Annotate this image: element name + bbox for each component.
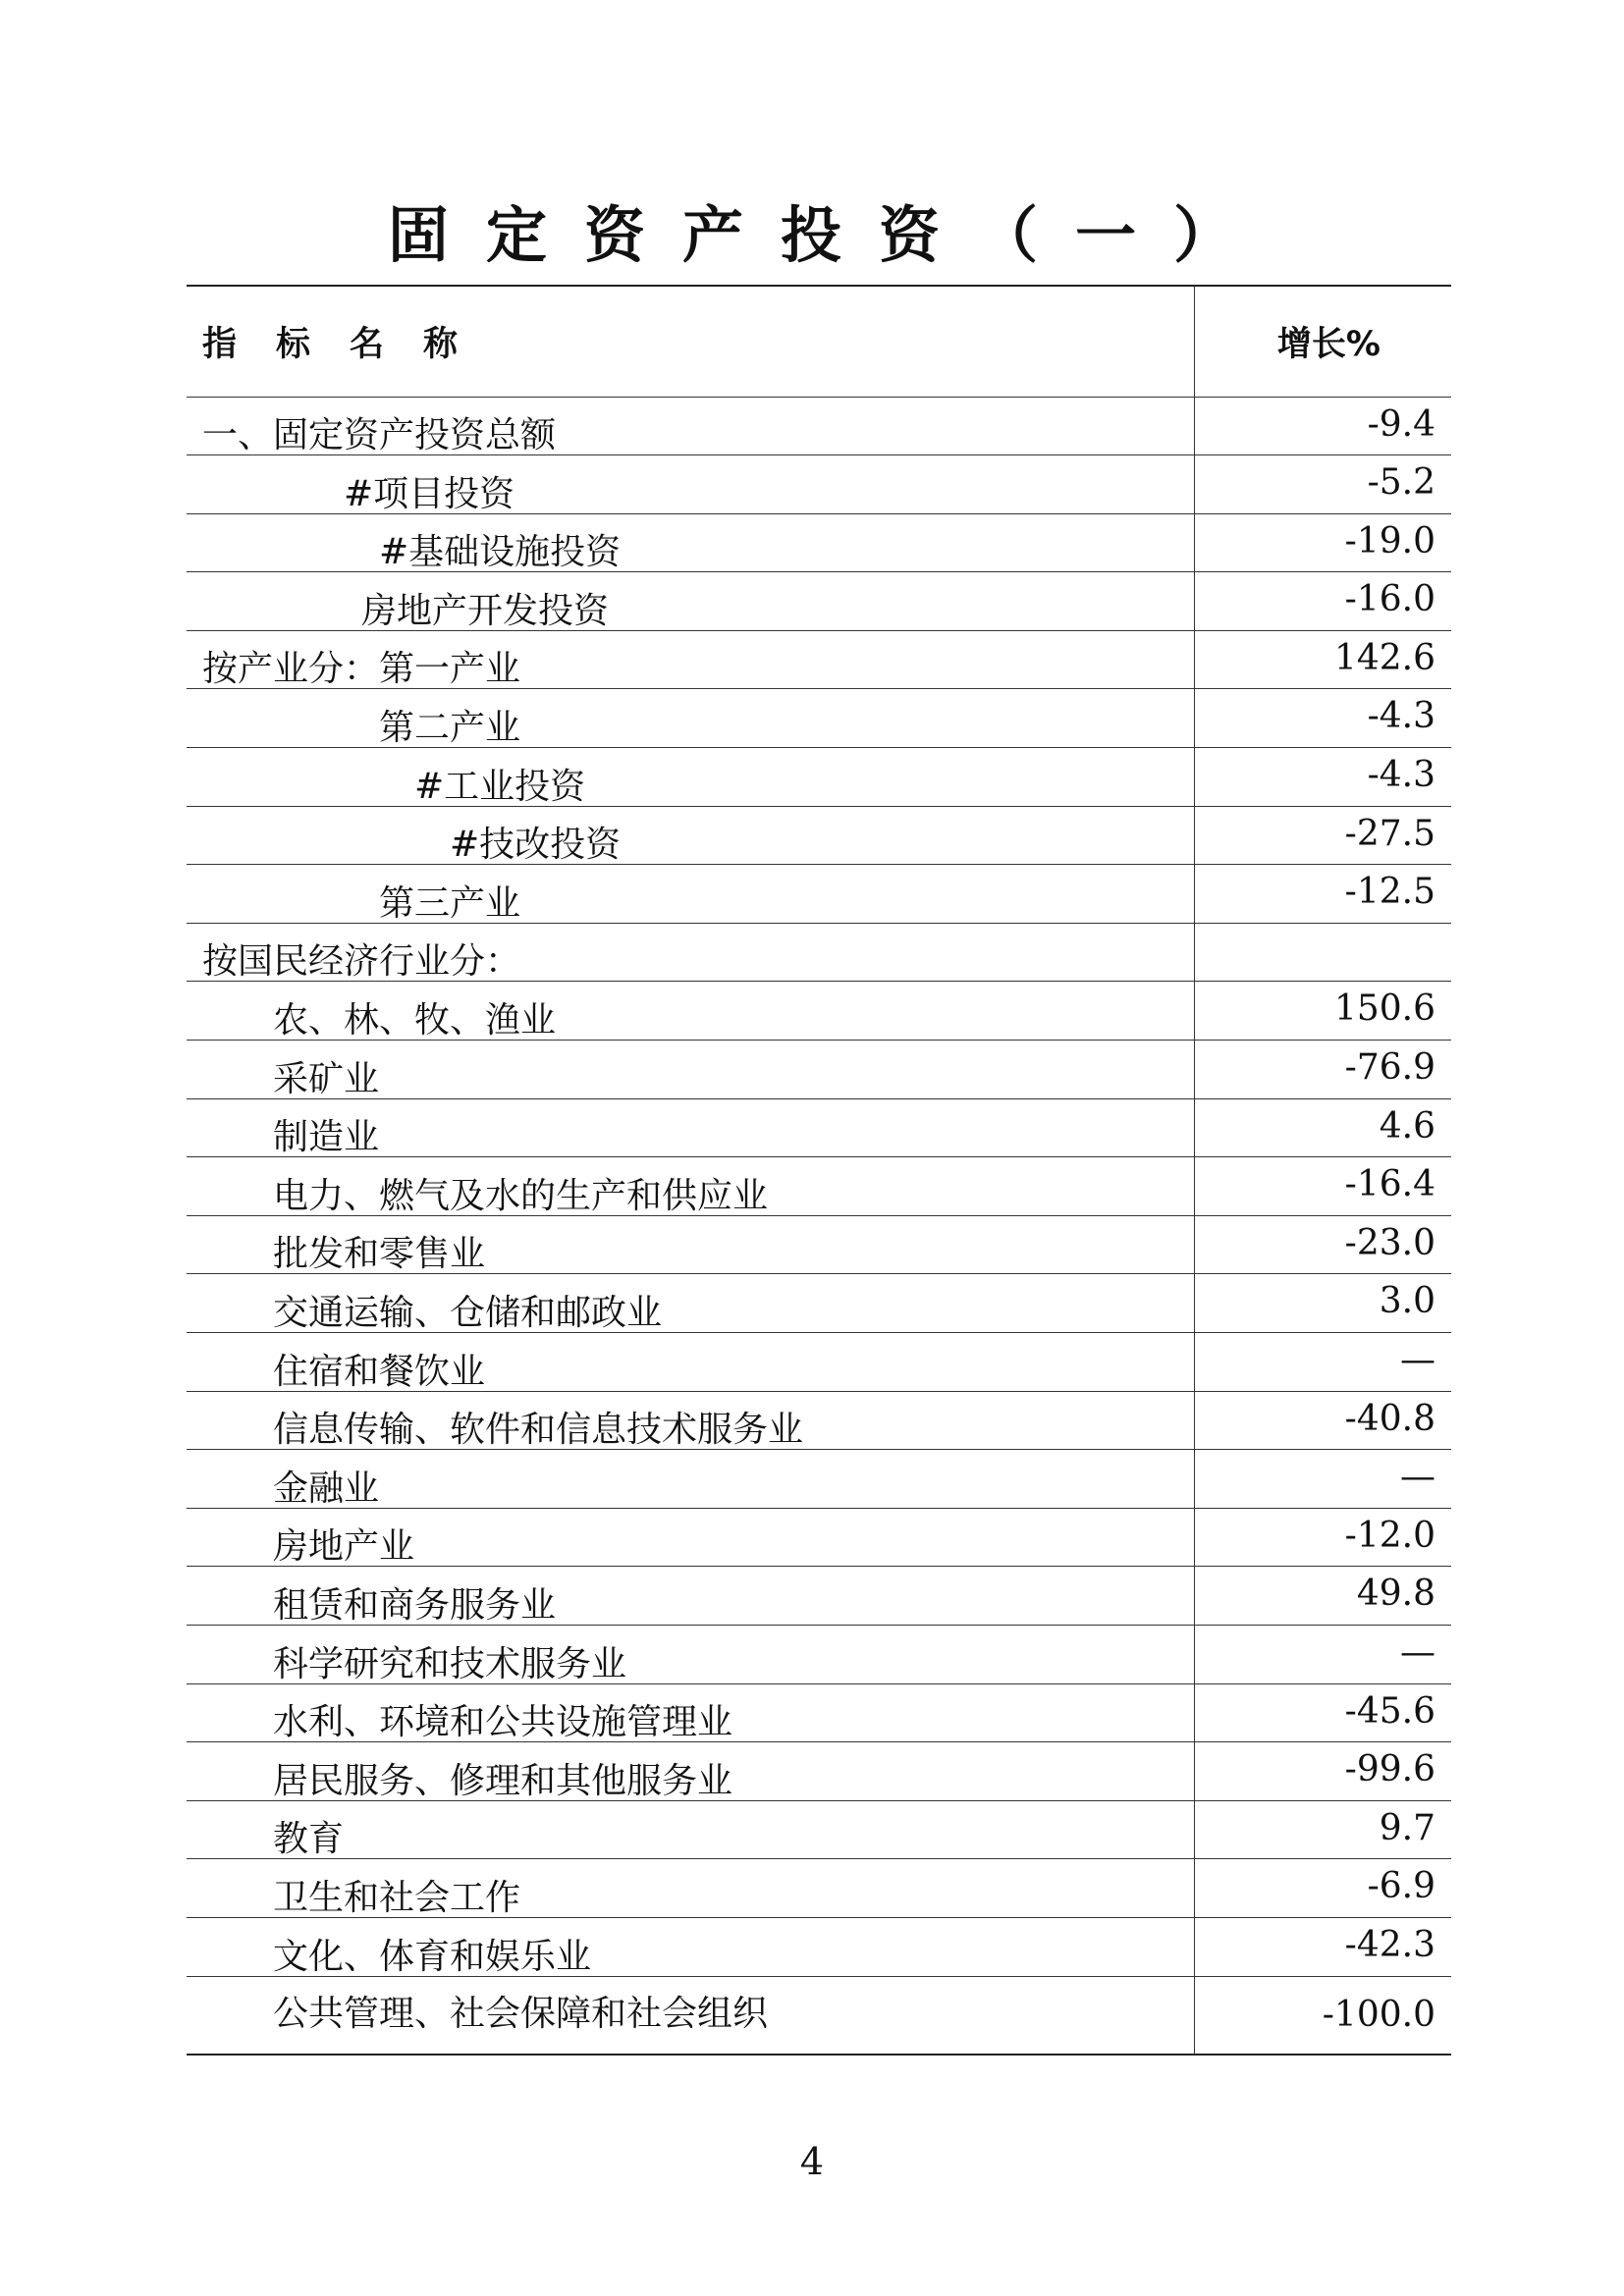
table-row (187, 1157, 1451, 1216)
table-row (187, 513, 1451, 572)
row-indicator-name: 房地产开发投资 (187, 572, 1194, 631)
table-row (187, 1567, 1451, 1626)
row-growth-value: 3.0 (1194, 1274, 1451, 1333)
row-indicator-name: 一、固定资产投资总额 (187, 397, 1194, 455)
table-row (187, 1859, 1451, 1918)
table-row (187, 1391, 1451, 1450)
row-growth-value: -4.3 (1194, 748, 1451, 807)
row-growth-value: 4.6 (1194, 1098, 1451, 1157)
row-indicator-name: 交通运输、仓储和邮政业 (187, 1274, 1194, 1333)
row-growth-value: -45.6 (1194, 1683, 1451, 1742)
table-row (187, 1041, 1451, 1099)
table-row (187, 806, 1451, 865)
table-body (187, 286, 1451, 2055)
row-indicator-name: 住宿和餐饮业 (187, 1333, 1194, 1392)
row-growth-value: — (1194, 1450, 1451, 1509)
table-row (187, 1625, 1451, 1683)
row-growth-value: -100.0 (1194, 1976, 1451, 2055)
row-growth-value (1194, 923, 1451, 982)
row-growth-value: -19.0 (1194, 513, 1451, 572)
row-growth-value: -6.9 (1194, 1859, 1451, 1918)
page-number: 4 (799, 2140, 825, 2183)
row-growth-value: -99.6 (1194, 1742, 1451, 1801)
table-row (187, 572, 1451, 631)
row-indicator-name: 房地产业 (187, 1508, 1194, 1567)
row-growth-value: 150.6 (1194, 982, 1451, 1041)
statistics-table (187, 285, 1451, 2056)
row-indicator-name: 科学研究和技术服务业 (187, 1625, 1194, 1683)
row-growth-value: — (1194, 1333, 1451, 1392)
row-growth-value: -23.0 (1194, 1215, 1451, 1274)
row-indicator-name: #技改投资 (187, 806, 1194, 865)
row-indicator-name: #项目投资 (187, 455, 1194, 514)
table-row (187, 1215, 1451, 1274)
row-indicator-name: 第三产业 (187, 865, 1194, 924)
row-growth-value: -42.3 (1194, 1917, 1451, 1976)
table-row (187, 1683, 1451, 1742)
page-title: 固定资产投资（一） (387, 199, 1272, 271)
row-indicator-name: 采矿业 (187, 1041, 1194, 1099)
table-row (187, 982, 1451, 1041)
table-row (187, 397, 1451, 455)
table-row (187, 1508, 1451, 1567)
table-row (187, 1098, 1451, 1157)
row-growth-value: -9.4 (1194, 397, 1451, 455)
table-row (187, 1976, 1451, 2055)
row-indicator-name: 文化、体育和娱乐业 (187, 1917, 1194, 1976)
row-growth-value: -4.3 (1194, 689, 1451, 748)
row-growth-value: 9.7 (1194, 1800, 1451, 1859)
table-header-row (187, 286, 1451, 397)
table-row (187, 689, 1451, 748)
table-row (187, 1274, 1451, 1333)
row-growth-value: -40.8 (1194, 1391, 1451, 1450)
table-row (187, 1800, 1451, 1859)
row-growth-value: — (1194, 1625, 1451, 1683)
row-indicator-name: 信息传输、软件和信息技术服务业 (187, 1391, 1194, 1450)
row-growth-value: -12.0 (1194, 1508, 1451, 1567)
row-indicator-name: 按产业分：第一产业 (187, 630, 1194, 689)
row-indicator-name: 公共管理、社会保障和社会组织 (187, 1976, 1194, 2055)
row-indicator-name: 水利、环境和公共设施管理业 (187, 1683, 1194, 1742)
row-growth-value: -12.5 (1194, 865, 1451, 924)
table-row (187, 865, 1451, 924)
table-row (187, 1917, 1451, 1976)
row-indicator-name: 卫生和社会工作 (187, 1859, 1194, 1918)
header-indicator-name: 指标名称 (187, 286, 1194, 397)
row-indicator-name: 教育 (187, 1800, 1194, 1859)
table-row (187, 1450, 1451, 1509)
row-growth-value: 49.8 (1194, 1567, 1451, 1626)
row-indicator-name: 电力、燃气及水的生产和供应业 (187, 1157, 1194, 1216)
row-indicator-name: 居民服务、修理和其他服务业 (187, 1742, 1194, 1801)
table-row (187, 455, 1451, 514)
row-indicator-name: 批发和零售业 (187, 1215, 1194, 1274)
table-row (187, 1333, 1451, 1392)
row-indicator-name: 制造业 (187, 1098, 1194, 1157)
table-row (187, 748, 1451, 807)
row-growth-value: -16.4 (1194, 1157, 1451, 1216)
row-growth-value: -5.2 (1194, 455, 1451, 514)
row-growth-value: -27.5 (1194, 806, 1451, 865)
row-indicator-name: 租赁和商务服务业 (187, 1567, 1194, 1626)
row-indicator-name: 第二产业 (187, 689, 1194, 748)
table-row (187, 630, 1451, 689)
row-growth-value: -76.9 (1194, 1041, 1451, 1099)
row-indicator-name: 按国民经济行业分： (187, 923, 1194, 982)
row-indicator-name: #基础设施投资 (187, 513, 1194, 572)
row-indicator-name: 农、林、牧、渔业 (187, 982, 1194, 1041)
header-growth-percent: 增长% (1194, 286, 1451, 397)
table-row (187, 1742, 1451, 1801)
row-indicator-name: 金融业 (187, 1450, 1194, 1509)
row-growth-value: -16.0 (1194, 572, 1451, 631)
row-growth-value: 142.6 (1194, 630, 1451, 689)
table-row (187, 923, 1451, 982)
row-indicator-name: #工业投资 (187, 748, 1194, 807)
